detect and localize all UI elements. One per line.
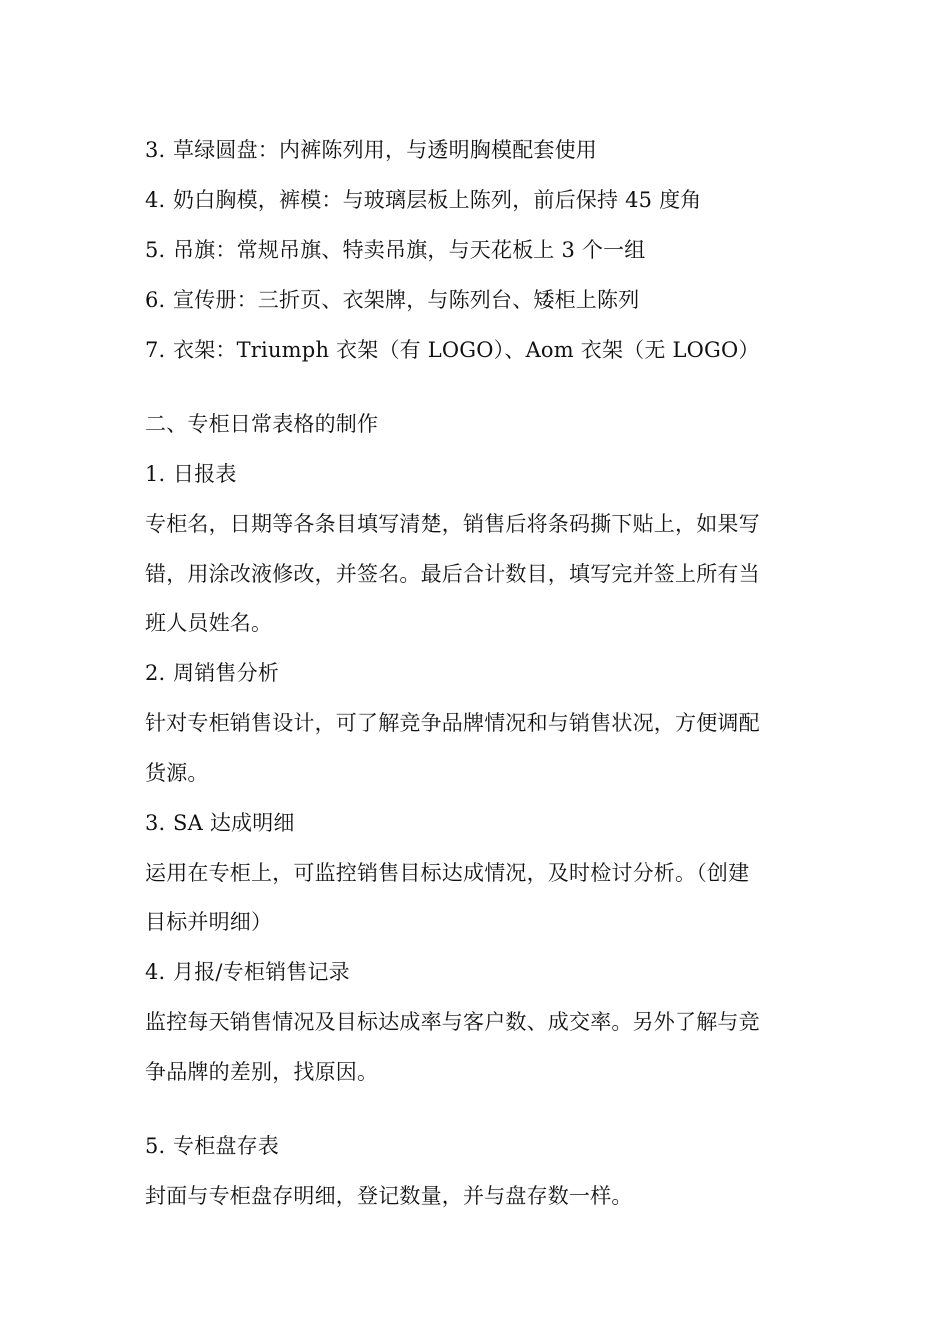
list-item-number: 3. xyxy=(145,138,166,162)
paragraph-line: 目标并明细） xyxy=(145,910,273,934)
paragraph-line: 争品牌的差别，找原因。 xyxy=(145,1060,379,1084)
subsection-title-text: 周销售分析 xyxy=(173,661,279,685)
list-item-text: 奶白胸模，裤模：与玻璃层板上陈列，前后保持 45 度角 xyxy=(173,188,702,212)
paragraph-line: 专柜名，日期等各条目填写清楚，销售后将条码撕下贴上，如果写 xyxy=(145,512,760,536)
paragraph-line: 封面与专柜盘存明细，登记数量，并与盘存数一样。 xyxy=(145,1184,633,1208)
list-item xyxy=(145,285,810,315)
subsection-title-text: 日报表 xyxy=(173,462,237,486)
list-item-text: 衣架：Triumph 衣架（有 LOGO）、Aom 衣架（无 LOGO） xyxy=(173,338,760,362)
paragraph-line: 监控每天销售情况及目标达成率与客户数、成交率。另外了解与竞 xyxy=(145,1010,760,1034)
list-item-text: 草绿圆盘：内裤陈列用，与透明胸模配套使用 xyxy=(173,138,597,162)
subsection-title-text: SA 达成明细 xyxy=(173,811,295,835)
list-item xyxy=(145,135,810,165)
paragraph-line: 错，用涂改液修改，并签名。最后合计数目，填写完并签上所有当 xyxy=(145,562,760,586)
subsection-title-text: 月报/专柜销售记录 xyxy=(173,960,350,984)
list-item xyxy=(145,235,810,265)
subsection-title-text: 专柜盘存表 xyxy=(173,1134,279,1158)
list-item-number: 6. xyxy=(145,288,166,312)
subsection-title xyxy=(145,1131,810,1161)
subsection-number: 2. xyxy=(145,661,166,685)
subsection-number: 3. xyxy=(145,811,166,835)
list-item-number: 5. xyxy=(145,238,166,262)
subsection-number: 4. xyxy=(145,960,166,984)
list-item xyxy=(145,185,810,215)
subsection-title xyxy=(145,808,810,838)
section-heading: 二、专柜日常表格的制作 xyxy=(145,412,379,436)
subsection-title xyxy=(145,459,810,489)
list-item-text: 吊旗：常规吊旗、特卖吊旗，与天花板上 3 个一组 xyxy=(173,238,646,262)
list-item xyxy=(145,335,810,365)
subsection-number: 1. xyxy=(145,462,166,486)
paragraph-line: 运用在专柜上，可监控销售目标达成情况，及时检讨分析。（创建 xyxy=(145,861,750,885)
subsection-title xyxy=(145,658,810,688)
list-item-text: 宣传册：三折页、衣架牌，与陈列台、矮柜上陈列 xyxy=(173,288,640,312)
list-item-number: 4. xyxy=(145,188,166,212)
paragraph-line: 针对专柜销售设计，可了解竞争品牌情况和与销售状况，方便调配 xyxy=(145,711,760,735)
list-item-number: 7. xyxy=(145,338,166,362)
subsection-number: 5. xyxy=(145,1134,166,1158)
paragraph-line: 货源。 xyxy=(145,761,209,785)
subsection-title xyxy=(145,957,810,987)
paragraph-line: 班人员姓名。 xyxy=(145,611,273,635)
